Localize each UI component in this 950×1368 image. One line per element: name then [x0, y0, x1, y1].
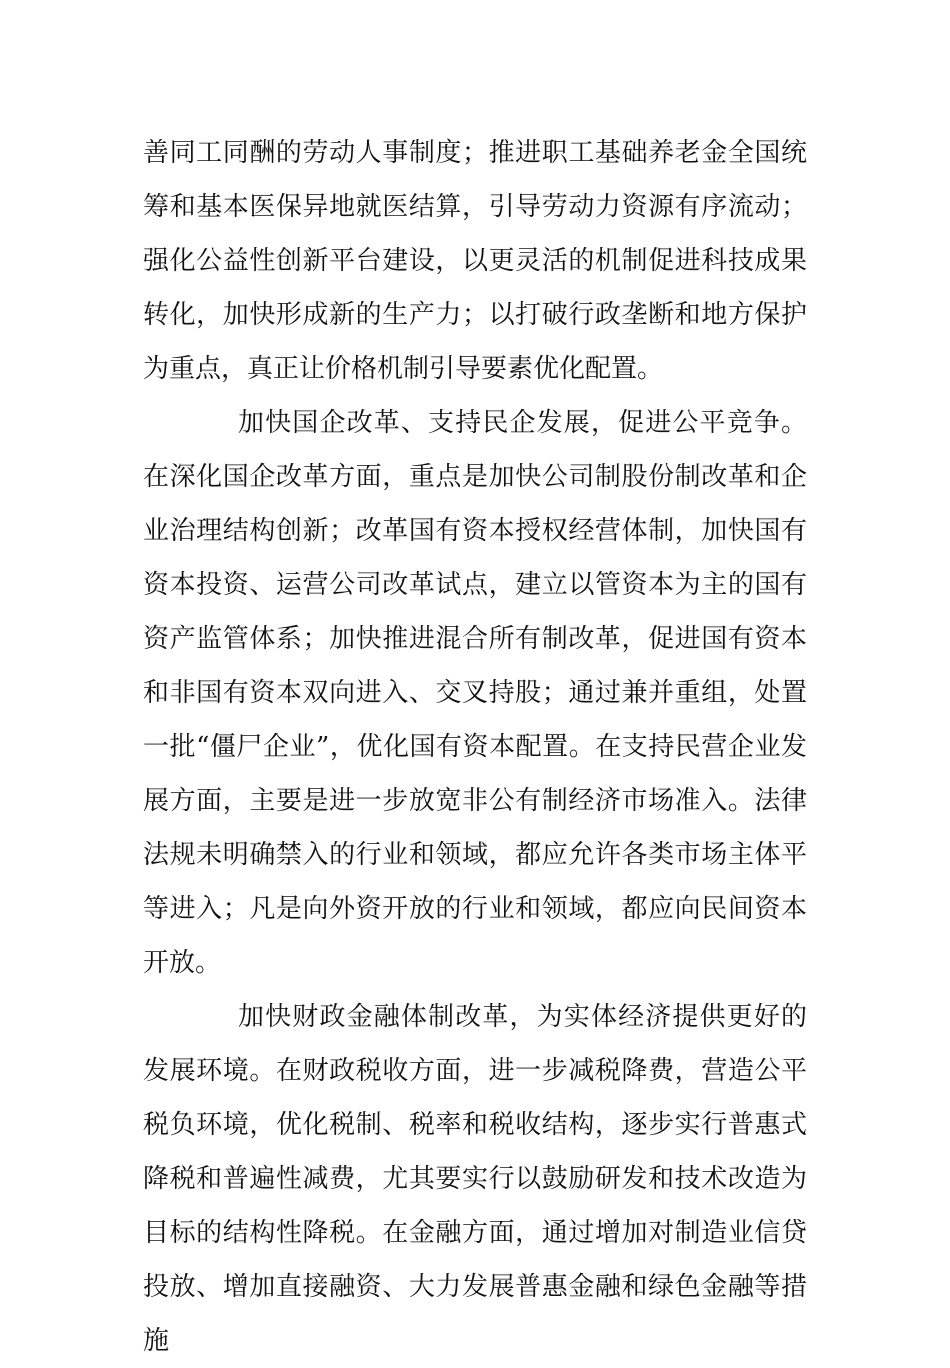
paragraph-fiscal-finance-reform: 加快财政金融体制改革，为实体经济提供更好的发展环境。在财政税收方面，进一步减税降费，营造公平税负环境，优化税制、税率和税收结构，逐步实行普惠式降税和普遍性减费，尤其要实行以鼓励研发和技术改造为目标的结构性降税。在金融方面，通过增加对制造业信贷投放、增加直接融资、大力发展普惠金融和绿色金融等措施: [143, 1002, 807, 1356]
paragraph-continuation: 善同工同酬的劳动人事制度；推进职工基础养老金全国统筹和基本医保异地就医结算，引导劳动力资源有序流动；强化公益性创新平台建设，以更灵活的机制促进科技成果转化，加快形成新的生产力；以打破行政垄断和地方保护为重点，真正让价格机制引导要素优化配置。: [143, 138, 807, 384]
paragraph-soe-reform: 加快国企改革、支持民企发展，促进公平竞争。在深化国企改革方面，重点是加快公司制股份制改革和企业治理结构创新；改革国有资本授权经营体制，加快国有资本投资、运营公司改革试点，建立以管资本为主的国有资产监管体系；加快推进混合所有制改革，促进国有资本和非国有资本双向进入、交叉持股；通过兼并重组，处置一批“僵尸企业”，优化国有资本配置。在支持民营企业发展方面，主要是进一步放宽非公有制经济市场准入。法律法规未明确禁入的行业和领域，都应允许各类市场主体平等进入；凡是向外资开放的行业和领域，都应向民间资本开放。: [143, 408, 807, 978]
body-text: [143, 126, 807, 1368]
